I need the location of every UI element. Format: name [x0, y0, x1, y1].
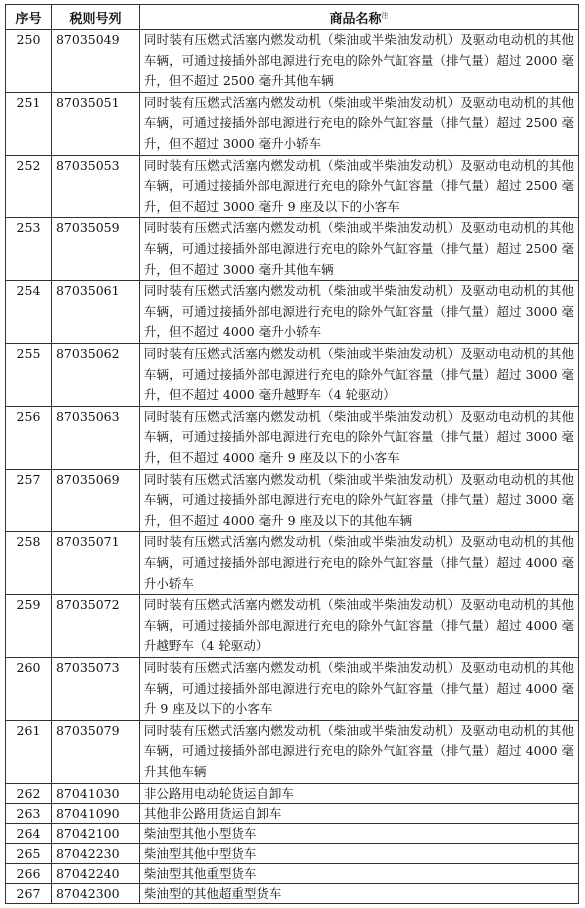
row-seq: 258: [6, 532, 52, 595]
row-seq: 264: [6, 823, 52, 843]
row-name: 同时装有压燃式活塞内燃发动机（柴油或半柴油发动机）及驱动电动机的其他车辆，可通过接插外部电源进行充电的除外气缸容量（排气量）超过 3000 毫升，但不超过 4000 毫升 9 座及以下的其他车辆: [139, 469, 578, 532]
row-code: 87035073: [51, 657, 139, 720]
row-name: 同时装有压燃式活塞内燃发动机（柴油或半柴油发动机）及驱动电动机的其他车辆，可通过接插外部电源进行充电的除外气缸容量（排气量）超过 3000 毫升，但不超过 4000 毫升越野车（4 轮驱动）: [139, 343, 578, 406]
table-row: [6, 469, 579, 532]
table-row: [6, 281, 579, 344]
table-header: [6, 5, 579, 30]
row-code: 87035079: [51, 720, 139, 783]
row-seq: 250: [6, 30, 52, 93]
row-name: 柴油型其他小型货车: [139, 823, 578, 843]
row-code: 87035061: [51, 281, 139, 344]
header-code: 税则号列: [51, 5, 139, 30]
row-seq: 262: [6, 783, 52, 803]
row-name: 同时装有压燃式活塞内燃发动机（柴油或半柴油发动机）及驱动电动机的其他车辆，可通过接插外部电源进行充电的除外气缸容量（排气量）超过 4000 毫升小轿车: [139, 532, 578, 595]
row-name: 非公路用电动轮货运自卸车: [139, 783, 578, 803]
row-name: 同时装有压燃式活塞内燃发动机（柴油或半柴油发动机）及驱动电动机的其他车辆，可通过接插外部电源进行充电的除外气缸容量（排气量）超过 2500 毫升，但不超过 3000 毫升其他车辆: [139, 218, 578, 281]
table-row: [6, 883, 579, 903]
row-seq: 254: [6, 281, 52, 344]
row-code: 87035063: [51, 406, 139, 469]
table-row: [6, 803, 579, 823]
row-seq: 253: [6, 218, 52, 281]
row-code: 87042230: [51, 843, 139, 863]
row-name: 同时装有压燃式活塞内燃发动机（柴油或半柴油发动机）及驱动电动机的其他车辆，可通过接插外部电源进行充电的除外气缸容量（排气量）超过 2500 毫升，但不超过 3000 毫升小轿车: [139, 92, 578, 155]
row-code: 87041030: [51, 783, 139, 803]
table-row: [6, 532, 579, 595]
table-row: [6, 657, 579, 720]
table-row: [6, 343, 579, 406]
row-name: 同时装有压燃式活塞内燃发动机（柴油或半柴油发动机）及驱动电动机的其他车辆，可通过接插外部电源进行充电的除外气缸容量（排气量）超过 3000 毫升，但不超过 4000 毫升小轿车: [139, 281, 578, 344]
row-code: 87035072: [51, 595, 139, 658]
row-seq: 267: [6, 883, 52, 903]
header-name-note: 注: [381, 11, 389, 20]
row-code: 87035053: [51, 155, 139, 218]
row-name: 同时装有压燃式活塞内燃发动机（柴油或半柴油发动机）及驱动电动机的其他车辆，可通过接插外部电源进行充电的除外气缸容量（排气量）超过 4000 毫升 9 座及以下的小客车: [139, 657, 578, 720]
row-seq: 260: [6, 657, 52, 720]
row-name: 同时装有压燃式活塞内燃发动机（柴油或半柴油发动机）及驱动电动机的其他车辆，可通过接插外部电源进行充电的除外气缸容量（排气量）超过 2000 毫升，但不超过 2500 毫升其他车辆: [139, 30, 578, 93]
row-code: 87035049: [51, 30, 139, 93]
row-name: 其他非公路用货运自卸车: [139, 803, 578, 823]
row-seq: 259: [6, 595, 52, 658]
row-code: 87035071: [51, 532, 139, 595]
table-row: [6, 595, 579, 658]
header-row: [6, 5, 579, 30]
row-seq: 266: [6, 863, 52, 883]
table-row: [6, 823, 579, 843]
table-row: [6, 863, 579, 883]
row-seq: 252: [6, 155, 52, 218]
row-code: 87041090: [51, 803, 139, 823]
row-name: 柴油型的其他超重型货车: [139, 883, 578, 903]
header-name: [139, 5, 578, 30]
row-seq: 261: [6, 720, 52, 783]
row-name: 同时装有压燃式活塞内燃发动机（柴油或半柴油发动机）及驱动电动机的其他车辆，可通过接插外部电源进行充电的除外气缸容量（排气量）超过 4000 毫升越野车（4 轮驱动）: [139, 595, 578, 658]
row-name: 同时装有压燃式活塞内燃发动机（柴油或半柴油发动机）及驱动电动机的其他车辆，可通过接插外部电源进行充电的除外气缸容量（排气量）超过 2500 毫升，但不超过 3000 毫升 9 座及以下的小客车: [139, 155, 578, 218]
table-row: [6, 843, 579, 863]
row-code: 87042300: [51, 883, 139, 903]
row-code: 87042100: [51, 823, 139, 843]
row-seq: 263: [6, 803, 52, 823]
table-row: [6, 155, 579, 218]
row-name: 同时装有压燃式活塞内燃发动机（柴油或半柴油发动机）及驱动电动机的其他车辆，可通过接插外部电源进行充电的除外气缸容量（排气量）超过 3000 毫升，但不超过 4000 毫升 9 座及以下的小客车: [139, 406, 578, 469]
row-seq: 251: [6, 92, 52, 155]
header-seq: 序号: [6, 5, 52, 30]
row-seq: 265: [6, 843, 52, 863]
row-seq: 256: [6, 406, 52, 469]
row-name: 柴油型其他中型货车: [139, 843, 578, 863]
row-code: 87042240: [51, 863, 139, 883]
row-name: 同时装有压燃式活塞内燃发动机（柴油或半柴油发动机）及驱动电动机的其他车辆，可通过接插外部电源进行充电的除外气缸容量（排气量）超过 4000 毫升其他车辆: [139, 720, 578, 783]
table-row: [6, 218, 579, 281]
table-row: [6, 30, 579, 93]
tariff-table: [5, 4, 579, 904]
row-code: 87035062: [51, 343, 139, 406]
row-seq: 257: [6, 469, 52, 532]
table-row: [6, 406, 579, 469]
row-code: 87035051: [51, 92, 139, 155]
table-row: [6, 783, 579, 803]
row-code: 87035059: [51, 218, 139, 281]
row-code: 87035069: [51, 469, 139, 532]
row-name: 柴油型其他重型货车: [139, 863, 578, 883]
table-body: [6, 30, 579, 904]
row-seq: 255: [6, 343, 52, 406]
table-row: [6, 720, 579, 783]
header-name-label: 商品名称: [329, 11, 382, 27]
table-row: [6, 92, 579, 155]
